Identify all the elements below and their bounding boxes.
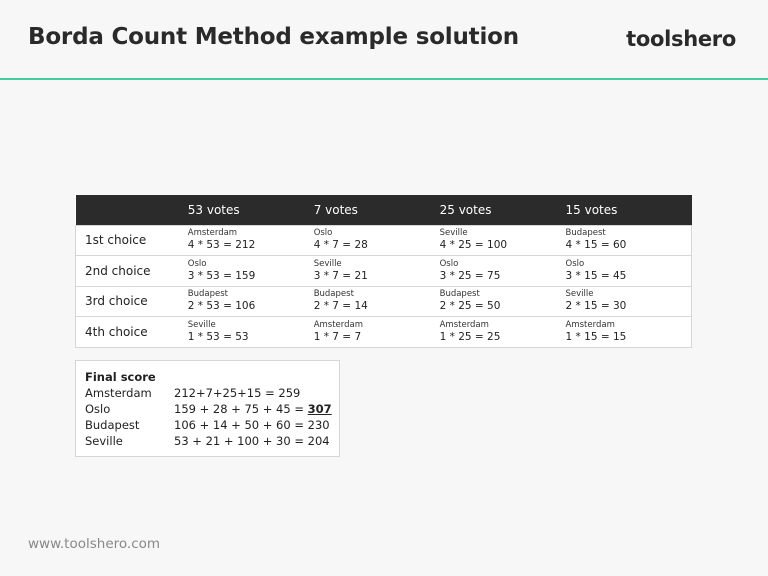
final-score-title: Final score [85, 370, 156, 384]
final-formula [174, 401, 332, 417]
cell-calc: 1 * 25 = 25 [439, 330, 501, 343]
table-row [76, 317, 692, 348]
cell-city: Budapest [565, 228, 606, 239]
table-cell [188, 256, 314, 287]
formula-total: 230 [307, 418, 330, 432]
cell-calc: 2 * 25 = 50 [439, 300, 501, 313]
table-header-row [76, 195, 692, 225]
cell-city: Seville [439, 228, 468, 239]
table-cell [188, 317, 314, 348]
final-score-box [75, 360, 340, 457]
final-score-row [85, 401, 339, 417]
cell-city: Budapest [313, 289, 354, 300]
cell-city: Oslo [565, 258, 585, 269]
final-city: Seville [85, 434, 123, 448]
table-cell [314, 256, 440, 287]
final-formula [174, 385, 300, 401]
cell-calc: 2 * 53 = 106 [187, 300, 256, 313]
header-25-votes: 25 votes [440, 195, 566, 225]
table-row [76, 256, 692, 287]
cell-calc: 4 * 53 = 212 [187, 239, 256, 252]
header-53-votes: 53 votes [188, 195, 314, 225]
cell-city: Amsterdam [439, 319, 489, 330]
cell-city: Oslo [313, 228, 333, 239]
table-cell [566, 225, 692, 256]
cell-calc: 1 * 7 = 7 [313, 330, 362, 343]
cell-city: Seville [187, 319, 216, 330]
header-blank [76, 195, 188, 225]
cell-city: Budapest [187, 289, 228, 300]
cell-calc: 3 * 7 = 21 [313, 269, 368, 282]
row-label: 1st choice [76, 225, 188, 256]
formula-text: 159 + 28 + 75 + 45 = [174, 402, 308, 416]
brand-logo[interactable]: toolshero [626, 27, 736, 51]
row-label: 3rd choice [76, 286, 188, 317]
table-cell [440, 317, 566, 348]
cell-calc: 3 * 25 = 75 [439, 269, 501, 282]
cell-city: Budapest [439, 289, 480, 300]
cell-calc: 2 * 15 = 30 [565, 300, 627, 313]
borda-table [75, 195, 692, 348]
final-score-row [85, 417, 339, 433]
table-cell [566, 256, 692, 287]
final-city: Oslo [85, 402, 111, 416]
table-row [76, 286, 692, 317]
cell-calc: 4 * 7 = 28 [313, 239, 368, 252]
cell-calc: 3 * 15 = 45 [565, 269, 627, 282]
cell-city: Oslo [439, 258, 459, 269]
row-label: 2nd choice [76, 256, 188, 287]
formula-text: 212+7+25+15 = [174, 386, 279, 400]
final-score-row [85, 385, 339, 401]
header-15-votes: 15 votes [566, 195, 692, 225]
final-formula [174, 417, 330, 433]
table-cell [314, 225, 440, 256]
cell-calc: 4 * 25 = 100 [439, 239, 508, 252]
page-title: Borda Count Method example solution [28, 24, 519, 50]
cell-calc: 1 * 53 = 53 [187, 330, 249, 343]
table-cell [440, 225, 566, 256]
final-city: Amsterdam [85, 386, 152, 400]
formula-total: 204 [307, 434, 330, 448]
cell-city: Amsterdam [313, 319, 364, 330]
table-cell [314, 286, 440, 317]
table-cell [188, 286, 314, 317]
footer-url[interactable]: www.toolshero.com [28, 536, 161, 552]
table-cell [566, 317, 692, 348]
final-score-row [85, 433, 339, 449]
table-cell [440, 256, 566, 287]
cell-calc: 2 * 7 = 14 [313, 300, 368, 313]
formula-text: 106 + 14 + 50 + 60 = [174, 418, 308, 432]
cell-calc: 1 * 15 = 15 [565, 330, 627, 343]
cell-city: Oslo [187, 258, 207, 269]
winner-total: 307 [307, 402, 332, 416]
header [0, 0, 768, 80]
formula-total: 259 [278, 386, 301, 400]
cell-city: Seville [565, 289, 594, 300]
table-cell [188, 225, 314, 256]
cell-city: Seville [313, 258, 342, 269]
formula-text: 53 + 21 + 100 + 30 = [174, 434, 308, 448]
cell-city: Amsterdam [565, 319, 615, 330]
header-7-votes: 7 votes [314, 195, 440, 225]
table-cell [566, 286, 692, 317]
cell-calc: 4 * 15 = 60 [565, 239, 627, 252]
table-row [76, 225, 692, 256]
final-city: Budapest [85, 418, 140, 432]
table-cell [314, 317, 440, 348]
final-formula [174, 433, 330, 449]
cell-calc: 3 * 53 = 159 [187, 269, 256, 282]
cell-city: Amsterdam [187, 228, 238, 239]
table-cell [440, 286, 566, 317]
row-label: 4th choice [76, 317, 188, 348]
